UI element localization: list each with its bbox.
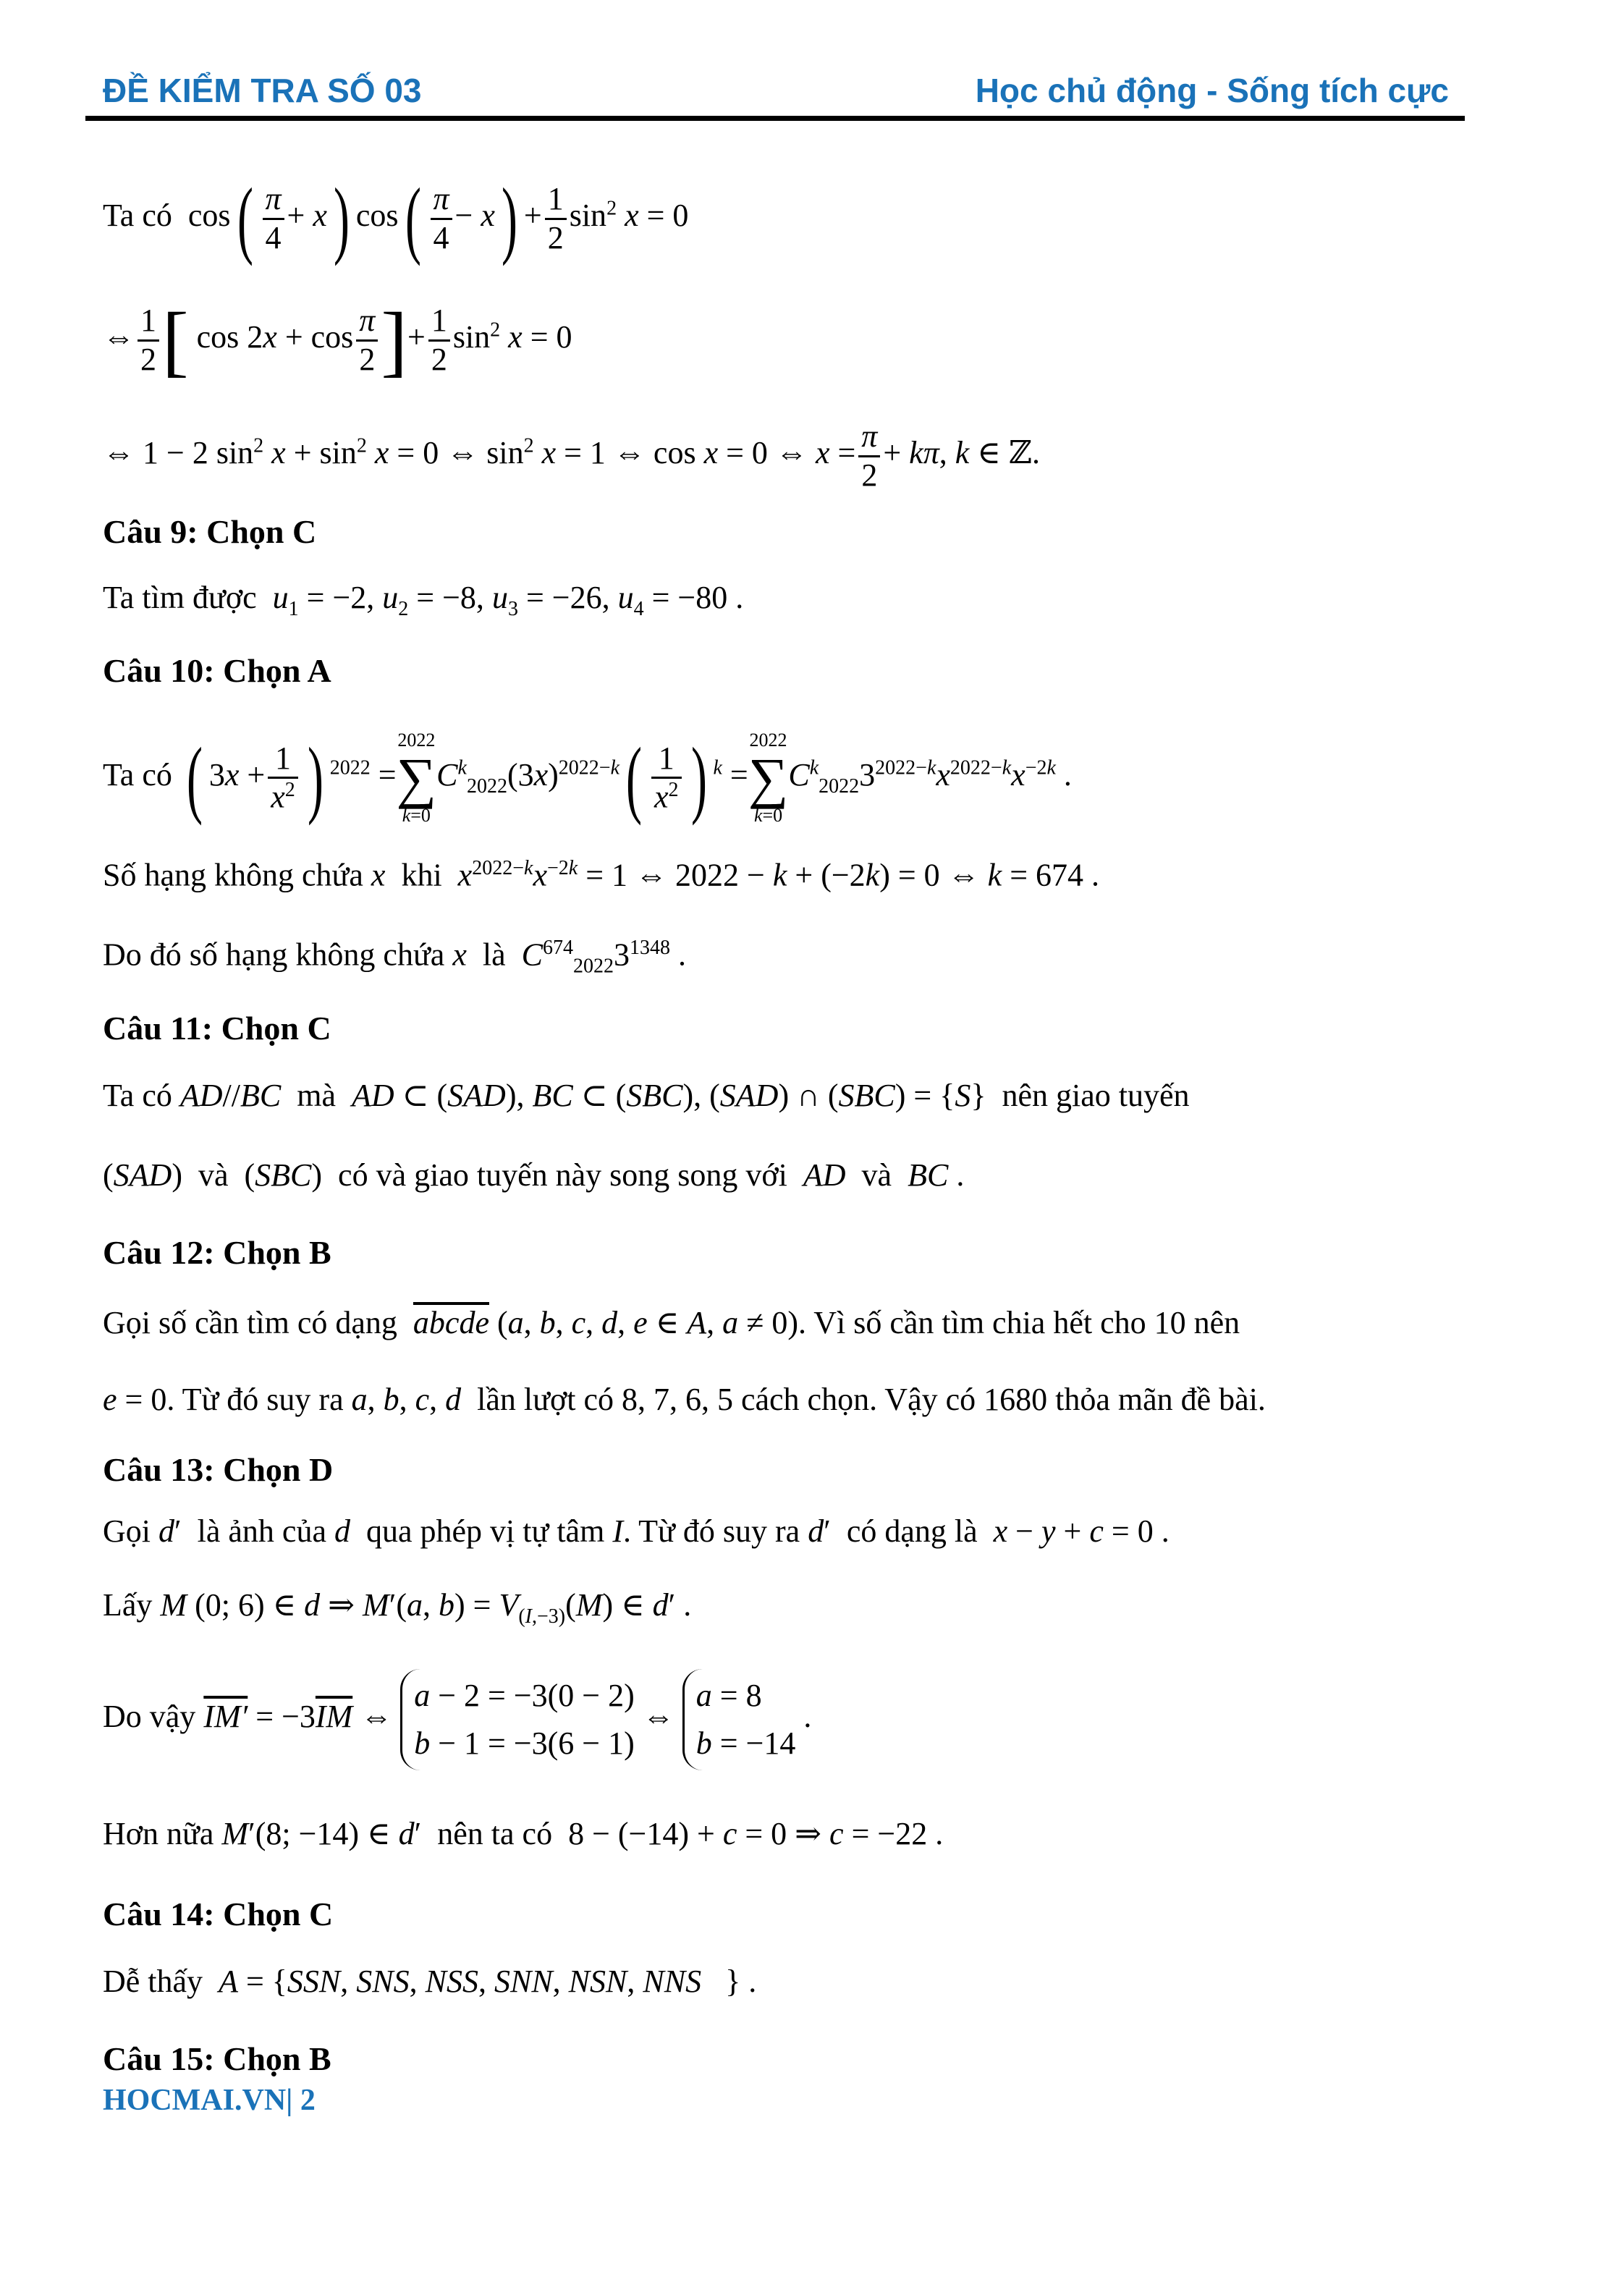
header-rule — [85, 116, 1465, 121]
q12-line-1: Gọi số cần tìm có dạng abcde (a, b, c, d, e ∈ A, a ≠ 0). Vì số cần tìm chia hết cho 10 nên — [103, 1305, 1240, 1340]
q13-line-4: Hơn nữa M′(8; −14) ∈ d′ nên ta có 8 − (−14) + c = 0 ⇒ c = −22 . — [103, 1816, 944, 1851]
q9-line-1: Ta tìm được $u_1 = -2$, $u_2 = -8$, $u_3 = -26$, $u_4 = -80$ . — [103, 580, 744, 620]
q8-line-2: ⇔ $\frac{1}{2}$ [ cos 2x + cos $\frac{\pi}{2}$ ]+ $\frac{1}{2}$ $\sin^2 x = 0$ — [103, 296, 572, 385]
q10-heading: Câu 10: Chọn A — [103, 652, 331, 689]
q11-line-1: Ta có AD//BC mà AD ⊂ (SAD), BC ⊂ (SBC), (SAD) ∩ (SBC) = {S} nên giao tuyến — [103, 1078, 1190, 1113]
q10-line-1: Ta có ( 3x + $\frac{1}{x^2}$ ) $^{2022}$ = 2022 ∑ k=0 $C^k_{2022}(3x)^{2022-k}$( $\frac{1}{x^2}$ ) $^k$ = 2022 ∑ k=0 $C^k_{2022}3^{2022-k}x^{2022-k}x^{-2k}$ . — [103, 730, 1072, 826]
q15-heading: Câu 15: Chọn B — [103, 2040, 331, 2077]
header-title: ĐỀ KIỂM TRA SỐ 03 — [103, 72, 422, 109]
q14-line-1: Dễ thấy A = {SSN, SNS, NSS, SNN, NSN, NNS } . — [103, 1964, 757, 1999]
q11-line-2: (SAD) và (SBC) có và giao tuyến này song song với AD và BC . — [103, 1157, 965, 1193]
q12-heading: Câu 12: Chọn B — [103, 1234, 331, 1271]
q13-line-2: Lấy M (0; 6) ∈ d ⇒ M′(a, $b) = V_{(I,-3)}(M)$ ∈ d′ . — [103, 1587, 692, 1628]
q13-line-3: Do vậy $IM' = -3\overline{IM}$ ⇔ a − 2 = −3(0 − 2) b − 1 = −3(6 − 1) ⇔ a = 8 b = −14 . — [103, 1669, 811, 1770]
q8-line-1: Ta có cos( $\frac{\pi}{4}$ + x) cos( $\frac{\pi}{4}$ − x) + $\frac{1}{2}$ $\sin^2 x = 0$ — [103, 170, 689, 267]
q12-line-2: e = 0. Từ đó suy ra a, b, c, d lần lượt có 8, 7, 6, 5 cách chọn. Vậy có 1680 thỏa mãn đề bài. — [103, 1382, 1266, 1417]
q10-line-2: Số hạng không chứa x khi $x^{2022-k}x^{-2k} = 1$ ⇔ 2022 − k + (−2k) = 0 ⇔ k = 674 . — [103, 857, 1100, 893]
q10-line-3: Do đó số hạng không chứa x là $C^{674}_{2022}3^{1348}$ . — [103, 937, 686, 978]
footer-page-label: HOCMAI.VN| 2 — [103, 2084, 316, 2117]
q9-heading: Câu 9: Chọn C — [103, 513, 317, 550]
q13-heading: Câu 13: Chọn D — [103, 1451, 334, 1488]
q14-heading: Câu 14: Chọn C — [103, 1896, 334, 1932]
q13-line-1: Gọi d′ là ảnh của d qua phép vị tự tâm I. Từ đó suy ra d′ có dạng là x − y + c = 0 . — [103, 1513, 1170, 1549]
q11-heading: Câu 11: Chọn C — [103, 1010, 331, 1047]
q8-line-3: ⇔ 1 − 2 $\sin^2 x + \sin^2 x = 0$ ⇔ $\sin^2 x = 1$ ⇔ cos x = 0 ⇔ x = $\frac{\pi}{2}$ + kπ, k ∈ ℤ. — [103, 418, 1040, 493]
header-slogan: Học chủ động - Sống tích cực — [975, 72, 1449, 109]
